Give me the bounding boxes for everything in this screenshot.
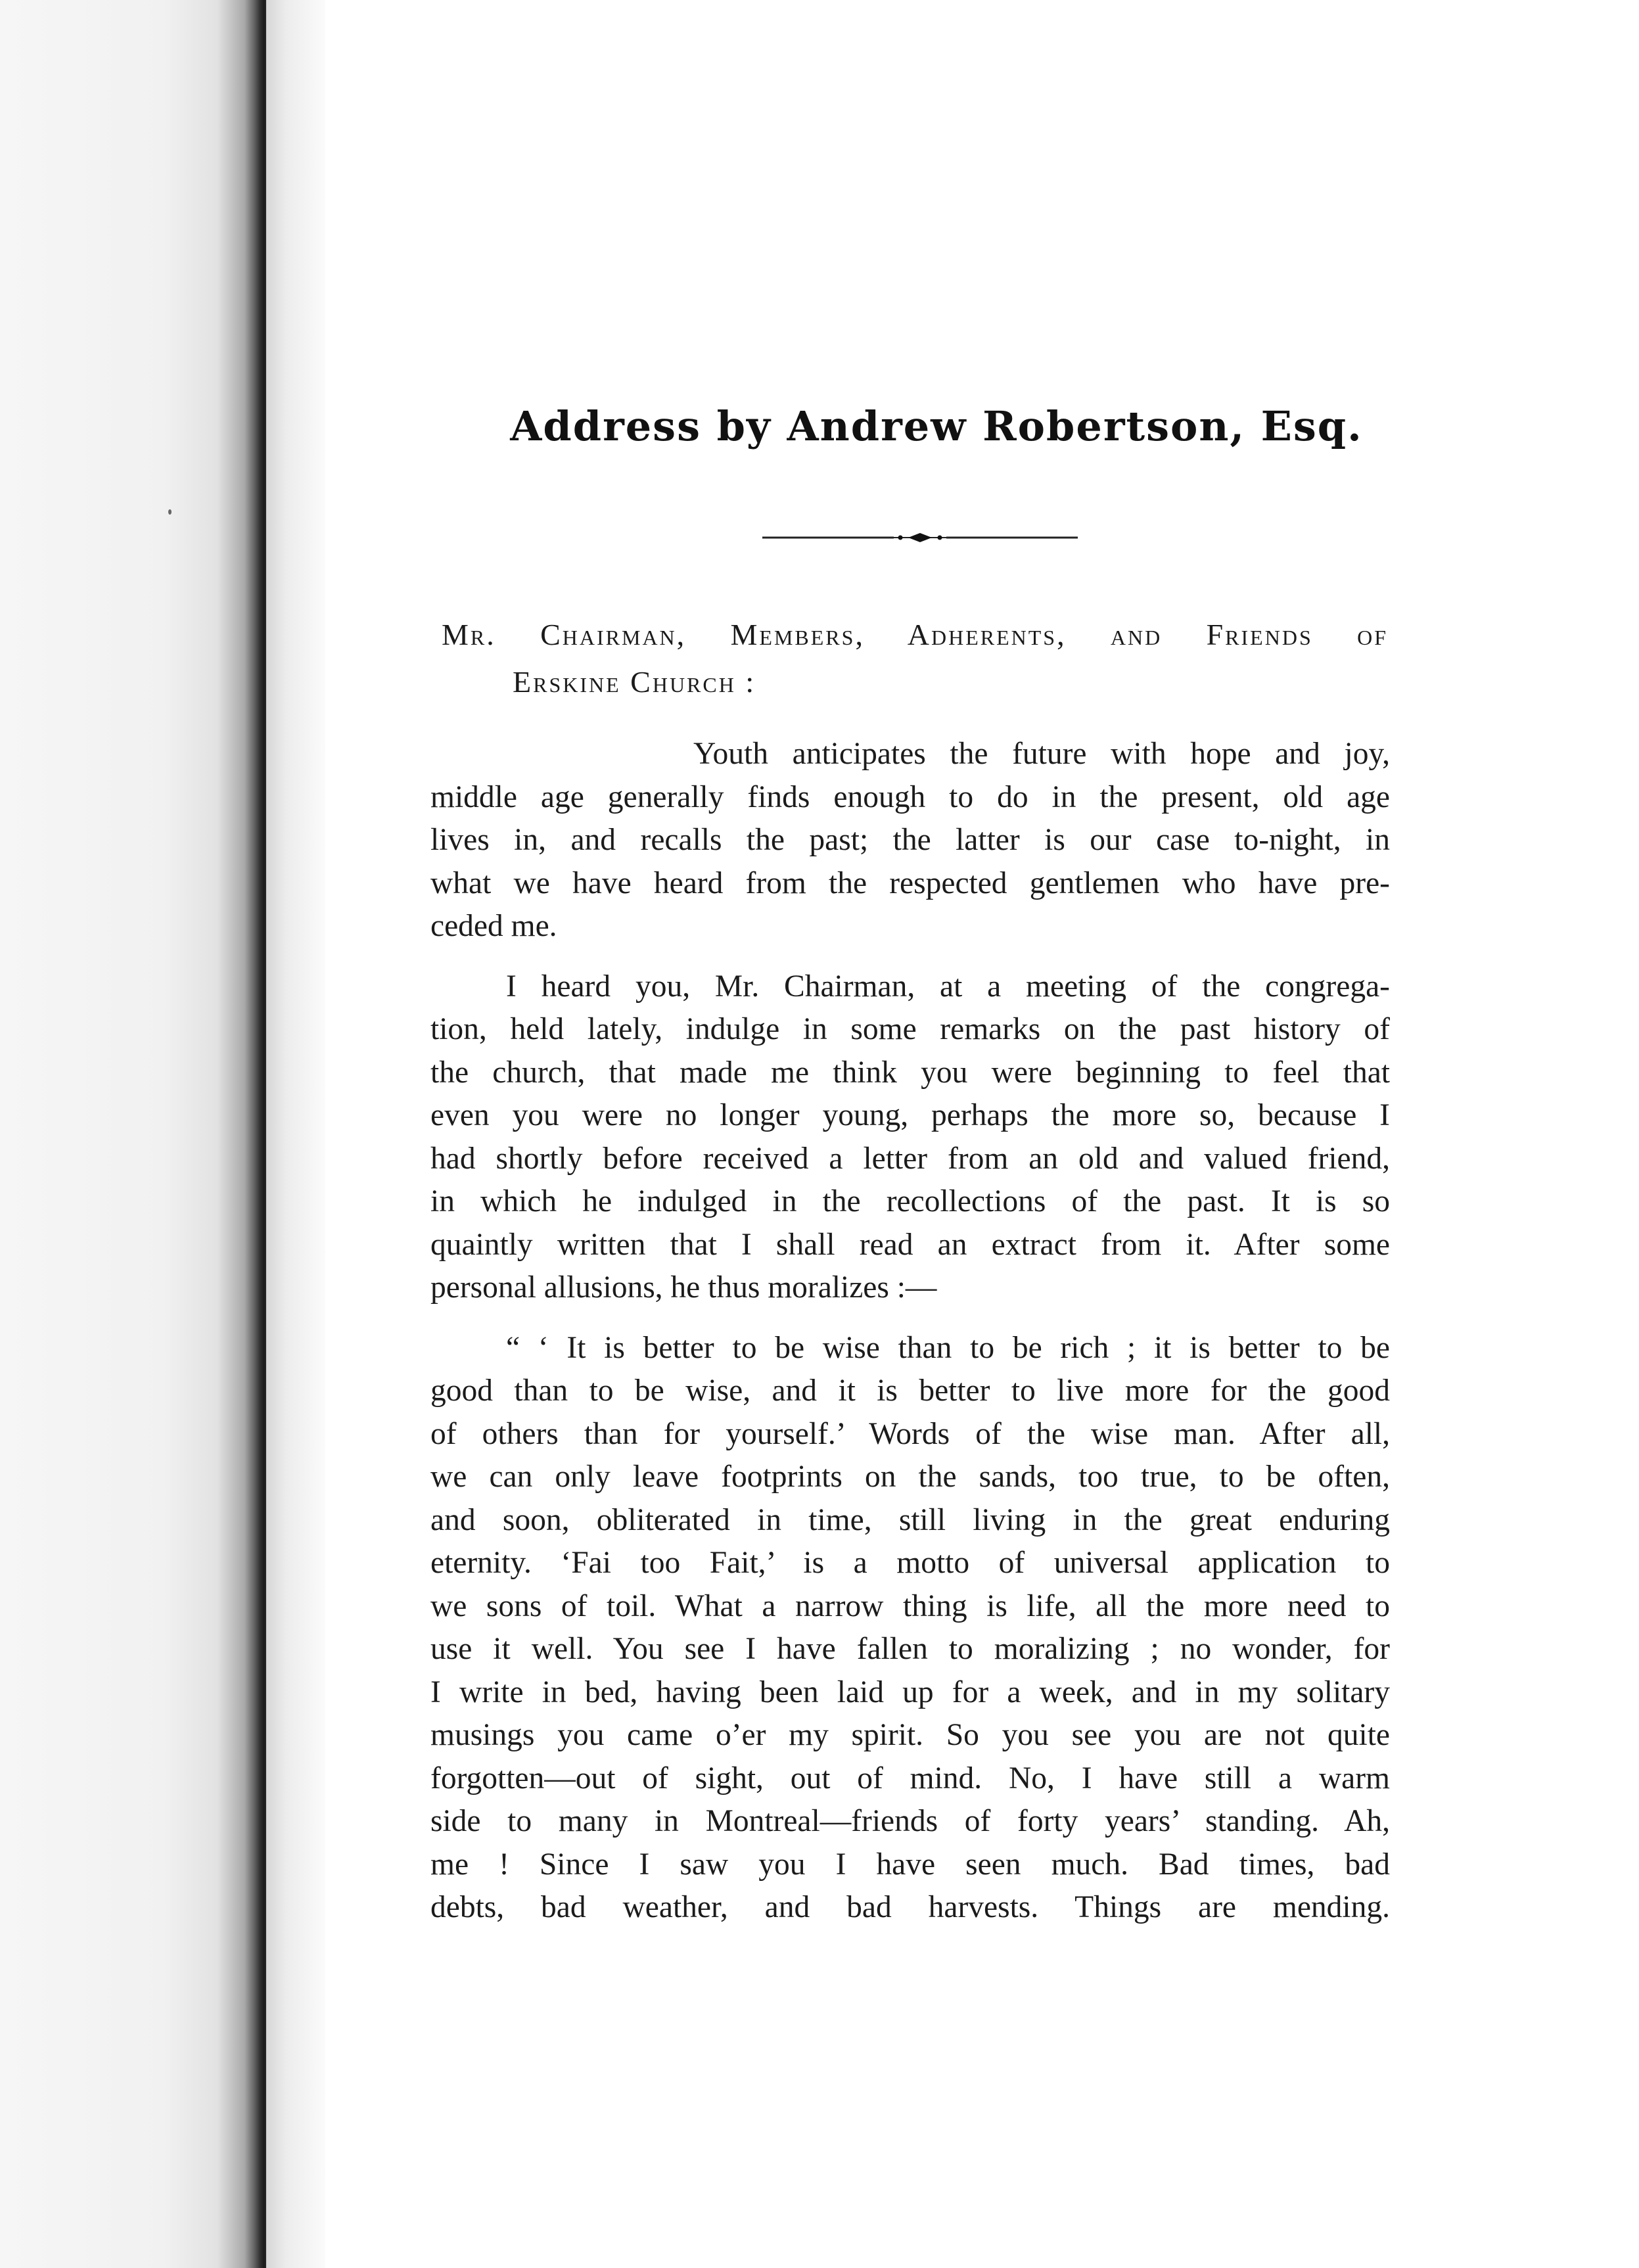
- text-line: personal allusions, he thus moralizes :—: [430, 1270, 937, 1305]
- text-line: we can only leave footprints on the sands, too true, to be often,: [430, 1460, 1390, 1494]
- paragraph-1: [430, 733, 1390, 948]
- book-gutter-shadow: [0, 0, 266, 2268]
- gutter-fade: [266, 0, 325, 2268]
- text-line: debts, bad weather, and bad harvests. Things are mending.: [430, 1890, 1390, 1924]
- salutation-line-2: Erskine Church :: [513, 665, 756, 699]
- text-line: ceded me.: [430, 909, 557, 943]
- text-line: good than to be wise, and it is better to live more for the good: [430, 1374, 1390, 1408]
- text-line: of others than for yourself.’ Words of the wise man. After all,: [430, 1416, 1390, 1451]
- text-line: and soon, obliterated in time, still living in the great enduring: [430, 1502, 1390, 1537]
- text-line: side to many in Montreal—friends of forty years’ standing. Ah,: [430, 1804, 1390, 1838]
- page-title: Address by Andrew Robertson, Esq.: [510, 402, 1363, 450]
- text-line: forgotten—out of sight, out of mind. No, I have still a warm: [430, 1761, 1390, 1795]
- text-line: eternity. ‘Fai too Fait,’ is a motto of universal application to: [430, 1546, 1390, 1580]
- text-line: even you were no longer young, perhaps the more so, because I: [430, 1098, 1390, 1132]
- paragraph-2: [430, 965, 1390, 1310]
- text-line: I heard you, Mr. Chairman, at a meeting of the congrega-: [506, 969, 1390, 1004]
- text-line: I write in bed, having been laid up for a week, and in my solitary: [430, 1675, 1390, 1709]
- text-line: in which he indulged in the recollections of the past. It is so: [430, 1184, 1390, 1218]
- text-line: the church, that made me think you were beginning to feel that: [430, 1055, 1390, 1090]
- paper-speck: [168, 509, 172, 515]
- ornamental-divider: [762, 530, 1078, 545]
- body-text: [430, 733, 1390, 1947]
- text-line: tion, held lately, indulge in some remarks on the past history of: [430, 1012, 1390, 1046]
- text-line: Youth anticipates the future with hope and joy,: [693, 737, 1390, 771]
- salutation-line-1: Mr. Chairman, Members, Adherents, and Friends of: [442, 618, 1388, 651]
- text-line: me ! Since I saw you I have seen much. Bad times, bad: [430, 1847, 1390, 1882]
- text-line: had shortly before received a letter from an old and valued friend,: [430, 1141, 1390, 1176]
- text-line: we sons of toil. What a narrow thing is life, all the more need to: [430, 1588, 1390, 1623]
- text-line: middle age generally finds enough to do in the present, old age: [430, 779, 1390, 814]
- text-line: quaintly written that I shall read an extract from it. After some: [430, 1227, 1390, 1262]
- text-line: lives in, and recalls the past; the latter is our case to-night, in: [430, 823, 1390, 857]
- text-line: musings you came o’er my spirit. So you see you are not quite: [430, 1718, 1390, 1752]
- salutation: [442, 611, 1388, 706]
- text-line: “ ‘ It is better to be wise than to be rich ; it is better to be: [506, 1330, 1390, 1365]
- paragraph-3: [430, 1327, 1390, 1930]
- text-line: what we have heard from the respected gentlemen who have pre-: [430, 866, 1390, 900]
- text-line: use it well. You see I have fallen to moralizing ; no wonder, for: [430, 1632, 1390, 1666]
